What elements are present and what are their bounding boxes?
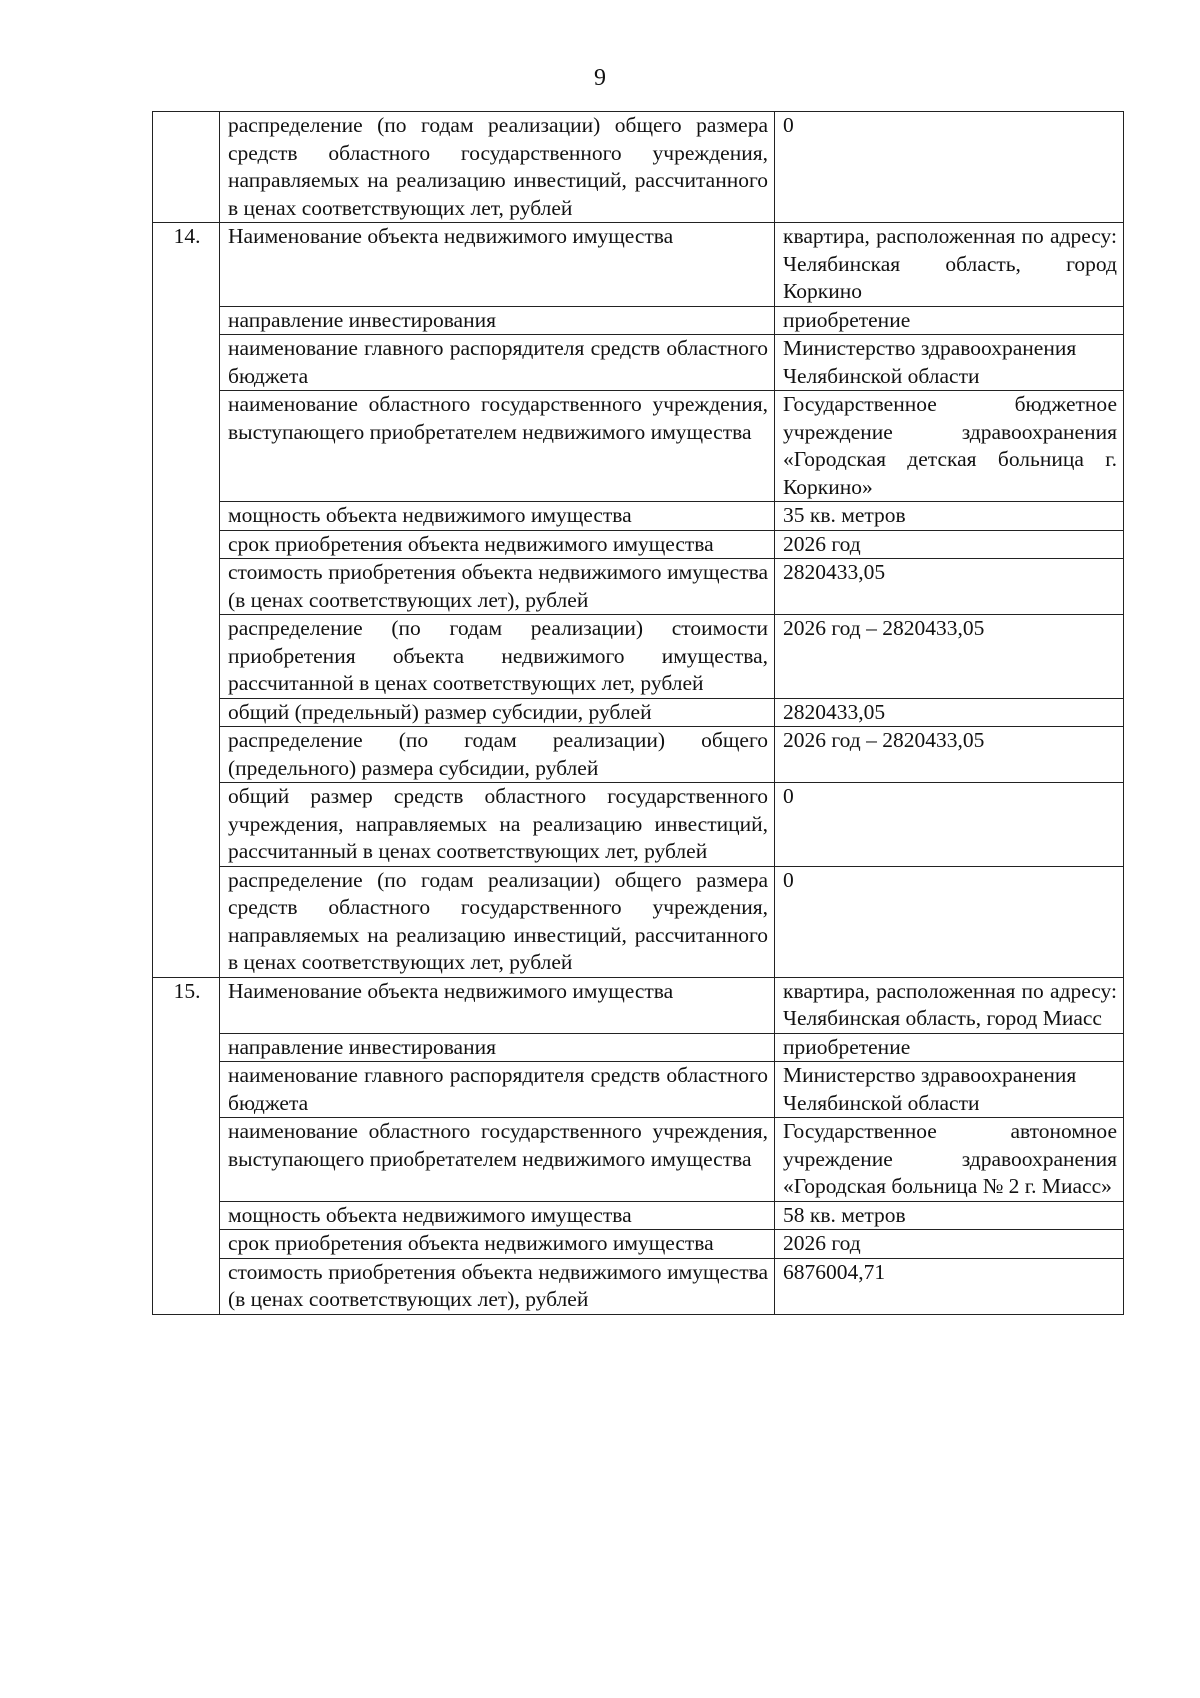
row-number-cell: 14. [153,223,220,978]
row-number-cell [153,112,220,223]
value-cell: квартира, расположенная по адресу: Челябинская область, город Коркино [775,223,1124,307]
parameter-cell: мощность объекта недвижимого имущества [220,1201,775,1230]
parameter-cell: распределение (по годам реализации) общего размера средств областного государственного учреждения, направляемых на реализацию инвестиций, рассчитанного в ценах соответствующих лет, рублей [220,866,775,977]
parameter-cell: направление инвестирования [220,1033,775,1062]
value-cell: 2026 год – 2820433,05 [775,615,1124,699]
parameter-cell: срок приобретения объекта недвижимого имущества [220,1230,775,1259]
row-number-cell: 15. [153,977,220,1314]
parameter-cell: стоимость приобретения объекта недвижимого имущества (в ценах соответствующих лет), рублей [220,559,775,615]
table-row [153,1230,1124,1259]
value-cell: 58 кв. метров [775,1201,1124,1230]
table-row [153,698,1124,727]
value-cell: 2820433,05 [775,698,1124,727]
parameter-cell: распределение (по годам реализации) общего размера средств областного государственного учреждения, направляемых на реализацию инвестиций, рассчитанного в ценах соответствующих лет, рублей [220,112,775,223]
investment-table [152,111,1124,1315]
value-cell: 2820433,05 [775,559,1124,615]
value-cell: квартира, расположенная по адресу: Челябинская область, город Миасс [775,977,1124,1033]
value-cell: Государственное автономное учреждение здравоохранения «Городская больница № 2 г. Миасс» [775,1118,1124,1202]
value-cell: 2026 год – 2820433,05 [775,727,1124,783]
value-cell: 2026 год [775,1230,1124,1259]
parameter-cell: мощность объекта недвижимого имущества [220,502,775,531]
page-number: 9 [594,65,606,91]
table-row [153,1118,1124,1202]
table-row [153,866,1124,977]
table-row [153,1258,1124,1314]
table-row [153,977,1124,1033]
value-cell: Министерство здравоохранения Челябинской области [775,1062,1124,1118]
parameter-cell: Наименование объекта недвижимого имущества [220,223,775,307]
parameter-cell: наименование областного государственного учреждения, выступающего приобретателем недвижимого имущества [220,1118,775,1202]
parameter-cell: наименование главного распорядителя средств областного бюджета [220,335,775,391]
table-row [153,112,1124,223]
parameter-cell: наименование областного государственного учреждения, выступающего приобретателем недвижимого имущества [220,391,775,502]
parameter-cell: распределение (по годам реализации) стоимости приобретения объекта недвижимого имущества, рассчитанной в ценах соответствующих лет, рублей [220,615,775,699]
table-row [153,335,1124,391]
value-cell: 6876004,71 [775,1258,1124,1314]
table-row [153,530,1124,559]
value-cell: 2026 год [775,530,1124,559]
parameter-cell: Наименование объекта недвижимого имущества [220,977,775,1033]
value-cell: Государственное бюджетное учреждение здравоохранения «Городская детская больница г. Коркино» [775,391,1124,502]
table-row [153,223,1124,307]
parameter-cell: общий размер средств областного государственного учреждения, направляемых на реализацию инвестиций, рассчитанный в ценах соответствующих лет, рублей [220,783,775,867]
table-row [153,727,1124,783]
table-row [153,306,1124,335]
value-cell: 0 [775,112,1124,223]
value-cell: Министерство здравоохранения Челябинской области [775,335,1124,391]
table-row [153,559,1124,615]
value-cell: 0 [775,866,1124,977]
table-row [153,615,1124,699]
table-row [153,391,1124,502]
table-row [153,783,1124,867]
value-cell: 0 [775,783,1124,867]
table-row [153,502,1124,531]
parameter-cell: наименование главного распорядителя средств областного бюджета [220,1062,775,1118]
table-row [153,1033,1124,1062]
table-row [153,1062,1124,1118]
parameter-cell: стоимость приобретения объекта недвижимого имущества (в ценах соответствующих лет), рублей [220,1258,775,1314]
table-row [153,1201,1124,1230]
parameter-cell: срок приобретения объекта недвижимого имущества [220,530,775,559]
parameter-cell: общий (предельный) размер субсидии, рублей [220,698,775,727]
value-cell: 35 кв. метров [775,502,1124,531]
parameter-cell: распределение (по годам реализации) общего (предельного) размера субсидии, рублей [220,727,775,783]
value-cell: приобретение [775,306,1124,335]
value-cell: приобретение [775,1033,1124,1062]
parameter-cell: направление инвестирования [220,306,775,335]
